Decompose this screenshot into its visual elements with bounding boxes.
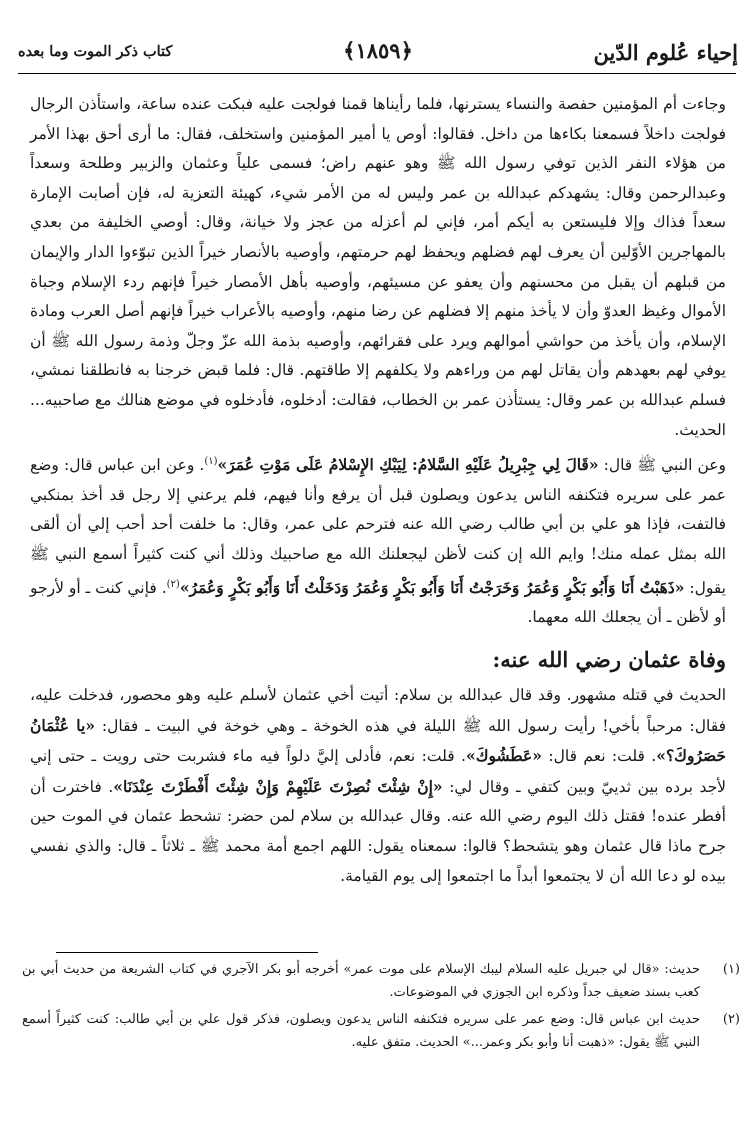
paragraph-text: . قلت: نعم قال: [541, 747, 657, 766]
footnote-number: (١) [722, 962, 740, 977]
paragraph-text: . فإني كنت ـ أو لأرجو أو لأظن ـ أن يجعلك الله معهما. [30, 578, 726, 627]
paragraph-text: . فاخترت أن أفطر عنده! فقتل ذلك اليوم رضي الله عنه. وقال عبدالله بن سلام لمن حضر: تشحط عثمان في الموت حين جرح ماذا قال عثمان وهو يتشحط؟ قالوا: سمعناه يقول: اللهم اجمع أمة محمد ﷺ ـ ثلاثاً ـ قال: والذي نفسي بيده لو دعا الله أن لا يجتمعوا أبداً ما اجتمعوا إلى يوم القيامة. [30, 777, 726, 885]
footnote-rule [56, 952, 318, 953]
hadith-quote: «قَالَ لِي جِبْرِيلُ عَلَيْهِ السَّلامُ: لِيَبْكِ الإِسْلامُ عَلَى مَوْتِ عُمَرَ» [217, 455, 599, 475]
hadith-quote: «إِنْ شِئْتَ نُصِرْتَ عَلَيْهِمْ وَإِنْ شِئْتَ أَفْطَرْتَ عِنْدَنَا» [113, 776, 443, 796]
header-rule [18, 73, 736, 74]
page-number: ﴿١٨٥٩﴾ [343, 38, 413, 63]
footnote-number: (٢) [722, 1012, 740, 1027]
paragraph-text: . وعن ابن عباس قال: وضع عمر على سريره فتكنفه الناس يدعون ويصلون قبل أن يرفع وأنا فيهم، فلم يرعني إلا رجل قد أخذ بمنكبي فالتفت، فإذا هو علي بن أبي طالب رضي الله عنه فترحم على عمر، وقال: ما خلفت أحد أحب إلي أن ألقى الله بمثل عمله منك! وايم الله إن كنت لأظن ليجعلنك الله مع صاحبيك وذلك أني كنت كثيراً أسمع النبي ﷺ يقول: [30, 456, 727, 597]
footnotes [22, 958, 740, 1058]
paragraph-text: الحديث في قتله مشهور. وقد قال عبدالله بن سلام: أتيت أخي عثمان لأسلم عليه وهو محصور، فدخلت عليه، فقال: مرحباً بأخي! رأيت رسول الله ﷺ الليلة في هذه الخوخة ـ وهي خوخة في البيت ـ فقال: [30, 686, 726, 735]
footnote-text: حديث: «قال لي جبريل عليه السلام ليبك الإسلام على موت عمر» أخرجه أبو بكر الآجري في كتاب الشريعة من حديث أبي بن كعب بسند ضعيف جداً وذكره ابن الجوزي في الموضوعات. [22, 962, 700, 1000]
footnote-text: حديث ابن عباس قال: وضع عمر على سريره فتكنفه الناس يدعون ويصلون، فذكر قول علي بن أبي طالب: كنت كثيراً أسمع النبي ﷺ يقول: «ذهبت أنا وأبو بكر وعمر...» الحديث. متفق عليه. [22, 1012, 700, 1050]
book-title: إحياء عُلوم الدّين [593, 40, 738, 65]
paragraph-text: . قلت: نعم، فأدلى إليَّ دلواً فيه ماء فشربت حتى رويت ـ حتى إني لأجد برده بين ثدييّ وبين كتفي ـ وقال لي: [30, 747, 726, 796]
chapter-title: كتاب ذكر الموت وما بعده [18, 43, 173, 60]
page-header [14, 34, 742, 74]
hadith-quote: «عَطَشُوكَ» [466, 746, 542, 766]
paragraph-omar-will: وجاءت أم المؤمنين حفصة والنساء يسترنها، فلما رأيناها قمنا فولجت عليه فبكت عنده ساعة، واستأذن الرجال فولجت داخلاً فسمعنا بكاءها من داخل. فقالوا: أوص يا أمير المؤمنين واستخلف، فقال: ما أرى أحق بهذا الأمر من هؤلاء النفر الذين توفي رسول الله ﷺ وهو عنهم راض؛ فسمى علياً وعثمان والزبير وطلحة وسعداً وعبدالرحمن وقال: يشهدكم عبدالله بن عمر وليس له من الأمر شيء، كهيئة التعزية له، فإن أصابت الإمارة سعداً فذاك وإلا فليستعن به أيكم أمر، فإني لم أعزله من عجز ولا خيانة، وقال: أوصي الخليفة من بعدي بالمهاجرين الأوّلين أن يعرف لهم فضلهم ويحفظ لهم حرمتهم، وأوصيه بالأنصار خيراً الذين تبوّءوا الدار والإيمان من قبلهم أن يقبل من محسنهم وأن يعفو عن مسيئهم، وأوصيه بأهل الأمصار خيراً فإنهم ردء الإسلام وجباة الأموال وغيظ العدوّ وأن لا يأخذ منهم إلا فضلهم عن رضا منهم، وأوصيه بالأعراب خيراً فإنهم أصل العرب ومادة الإسلام، وأن يأخذ من حواشي أموالهم ويرد على فقرائهم، وأوصيه بذمة الله عزّ وجلّ وذمة رسول الله ﷺ أن يوفي لهم بعهدهم وأن يقاتل لهم من وراءهم ولا يكلفهم إلا طاقتهم. قال: فلما قبض خرجنا به فانطلقنا نمشي، فسلم عبدالله بن عمر وقال: يستأذن عمر بن الخطاب، فقالت: أدخلوه، فأدخلوه في موضع هنالك مع صاحبيه... الحديث. [30, 95, 726, 439]
footnote-1 [22, 958, 740, 1004]
main-text [30, 90, 726, 891]
paragraph-omar-burial [30, 447, 726, 633]
section-heading: وفاة عثمان رضي الله عنه: [492, 647, 726, 672]
footnote-2 [22, 1008, 740, 1054]
paragraph-text: وعن النبي ﷺ قال: [598, 456, 726, 475]
paragraph-othman-death [30, 681, 726, 891]
footnote-ref-2: (٢) [166, 578, 180, 590]
hadith-quote: «ذَهَبْتُ أَنَا وَأَبُو بَكْرٍ وَعُمَرُ وَخَرَجْتُ أَنَا وَأَبُو بَكْرٍ وَعُمَرُ وَدَخَلْتُ أَنَا وَأَبُو بَكْرٍ وَعُمَرُ» [179, 577, 685, 597]
hadith-quote: «يا عُثْمَانُ حَصَرُوكَ؟» [30, 715, 727, 766]
footnote-ref-1: (١) [204, 456, 218, 468]
